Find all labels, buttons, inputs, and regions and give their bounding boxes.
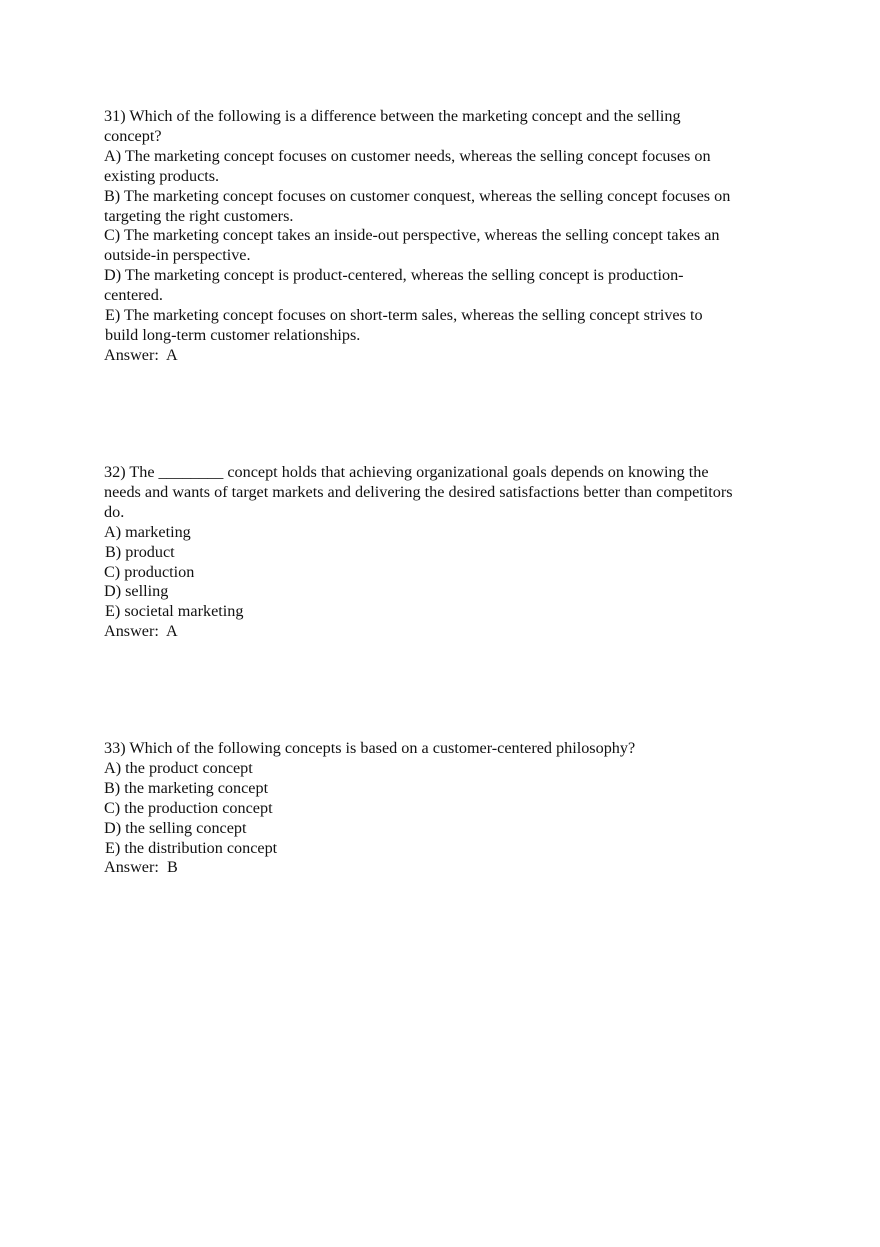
option-c: C) the production concept xyxy=(104,798,273,817)
question-stem-line: do. xyxy=(104,502,125,521)
option-line: C) The marketing concept takes an inside-out perspective, whereas the selling concept takes an xyxy=(104,226,720,245)
option-b: B) the marketing concept xyxy=(104,778,269,797)
option-d xyxy=(104,266,784,306)
option-e: E) the distribution concept xyxy=(105,838,278,857)
question-stem xyxy=(104,107,784,147)
option-e: E) societal marketing xyxy=(105,602,244,621)
question-stem-line: 33) Which of the following concepts is based on a customer-centered philosophy? xyxy=(104,739,636,757)
option-b: B) product xyxy=(105,542,175,561)
option-c xyxy=(104,226,784,266)
option-e xyxy=(104,306,784,346)
question-stem-line: 32) The ________ concept holds that achieving organizational goals depends on knowing the xyxy=(104,463,709,481)
option-a: A) marketing xyxy=(104,522,191,541)
option-b xyxy=(104,187,784,227)
option-d: D) the selling concept xyxy=(104,818,247,837)
option-line: build long-term customer relationships. xyxy=(105,325,361,344)
option-a: A) the product concept xyxy=(104,758,253,777)
option-line: D) The marketing concept is product-centered, whereas the selling concept is production- xyxy=(104,266,684,285)
option-a xyxy=(104,147,784,187)
answer-line: Answer: A xyxy=(104,345,178,364)
question-33 xyxy=(104,739,784,878)
option-line: B) The marketing concept focuses on customer conquest, whereas the selling concept focuses on xyxy=(104,186,731,205)
answer-line: Answer: B xyxy=(104,858,178,877)
option-c: C) production xyxy=(104,562,195,581)
option-line: E) The marketing concept focuses on short-term sales, whereas the selling concept strives to xyxy=(105,306,703,325)
question-stem-line: concept? xyxy=(104,126,162,145)
question-stem xyxy=(104,463,784,523)
question-32 xyxy=(104,463,784,642)
question-stem xyxy=(104,739,784,759)
question-stem-line: 31) Which of the following is a difference between the marketing concept and the selling xyxy=(104,107,681,125)
question-31 xyxy=(104,107,784,366)
option-d: D) selling xyxy=(104,582,169,601)
answer-line: Answer: A xyxy=(104,622,178,641)
option-line: outside-in perspective. xyxy=(104,246,251,265)
question-stem-line: needs and wants of target markets and delivering the desired satisfactions better than competitors xyxy=(104,482,733,501)
option-line: A) The marketing concept focuses on customer needs, whereas the selling concept focuses on xyxy=(104,146,711,165)
option-line: existing products. xyxy=(104,166,220,185)
option-line: centered. xyxy=(104,286,163,305)
option-line: targeting the right customers. xyxy=(104,206,294,225)
